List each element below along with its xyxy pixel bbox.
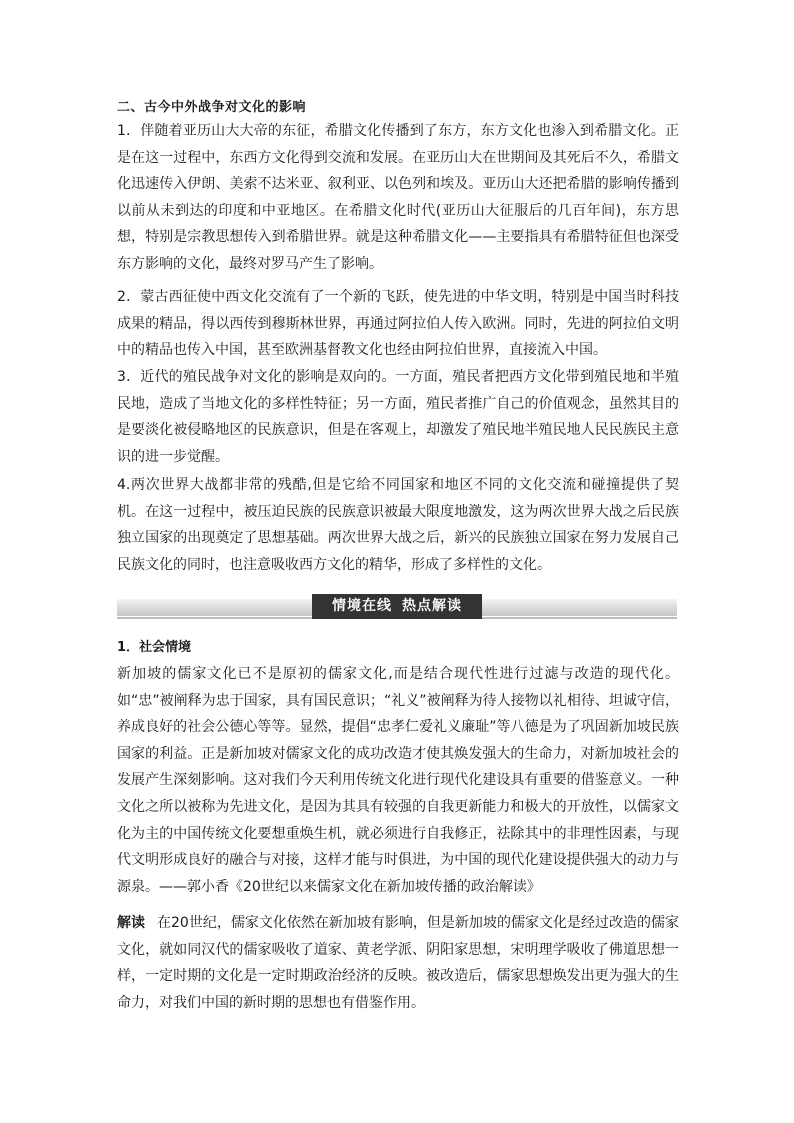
paragraph-item-2: 2．蒙古西征使中西文化交流有了一个新的飞跃，使先进的中华文明，特别是中国当时科技成果的精品，得以西传到穆斯林世界，再通过阿拉伯人传入欧洲。同时，先进的阿拉伯文明中的精品也传入中国，甚至欧洲基督教文化也经由阿拉伯世界，直接流入中国。 bbox=[117, 289, 679, 359]
analysis-text: 在20世纪，儒家文化依然在新加坡有影响，但是新加坡的儒家文化是经过改造的儒家文化，就如同汉代的儒家吸收了道家、黄老学派、阴阳家思想，宋明理学吸收了佛道思想一样，一定时期的文化是一定时期政治经济的反映。被改造后，儒家思想焕发出更为强大的生命力，对我们中国的新时期的思想也有借鉴作用。 bbox=[117, 915, 680, 1011]
paragraph-item-3: 3．近代的殖民战争对文化的影响是双向的。一方面，殖民者把西方文化带到殖民地和半殖民地，造成了当地文化的多样性特征；另一方面，殖民者推广自己的价值观念，虽然其目的是要淡化被侵略地区的民族意识，但是在客观上，却激发了殖民地半殖民地人民民族民主意识的进一步觉醒。 bbox=[117, 369, 679, 465]
context-heading: 1．社会情境 bbox=[117, 640, 192, 655]
banner-title-left: 情境在线 bbox=[332, 598, 392, 614]
paragraph-item-4: 4.两次世界大战都非常的残酷,但是它给不同国家和地区不同的文化交流和碰撞提供了契机。在这一过程中，被压迫民族的民族意识被最大限度地激发，这为两次世界大战之后民族独立国家的出现奠定了思想基础。两次世界大战之后，新兴的民族独立国家在努力发展自己民族文化的同时，也注意吸收西方文化的精华，形成了多样性的文化。 bbox=[117, 477, 679, 573]
analysis-paragraph bbox=[117, 910, 679, 1016]
section-heading: 二、古今中外战争对文化的影响 bbox=[117, 100, 307, 115]
banner-title-box bbox=[312, 594, 482, 619]
context-body: 新加坡的儒家文化已不是原初的儒家文化,而是结合现代性进行过滤与改造的现代化。如“忠”被阐释为忠于国家，具有国民意识；“礼义”被阐释为待人接物以礼相待、坦诚守信，养成良好的社会公德心等等。显然，提倡“忠孝仁爱礼义廉耻”等八德是为了巩固新加坡民族国家的利益。正是新加坡对儒家文化的成功改造才使其焕发强大的生命力，对新加坡社会的发展产生深刻影响。这对我们今天利用传统文化进行现代化建设具有重要的借鉴意义。一种文化之所以被称为先进文化，是因为其具有较强的自我更新能力和极大的开放性，以儒家文化为主的中国传统文化要想重焕生机，就必须进行自我修正，祛除其中的非理性因素，与现代文明形成良好的融合与对接，这样才能与时俱进，为中国的现代化建设提供强大的动力与源泉。——郭小香《20世纪以来儒家文化在新加坡传播的政治解读》 bbox=[117, 666, 679, 895]
paragraph-item-1: 1．伴随着亚历山大大帝的东征，希腊文化传播到了东方，东方文化也渗入到希腊文化。正是在这一过程中，东西方文化得到交流和发展。在亚历山大在世期间及其死后不久，希腊文化迅速传入伊朗、美索不达米亚、叙利亚、以色列和埃及。亚历山大还把希腊的影响传播到以前从未到达的印度和中亚地区。在希腊文化时代(亚历山大征服后的几百年间)，东方思想，特别是宗教思想传入到希腊世界。就是这种希腊文化——主要指具有希腊特征但也深受东方影响的文化，最终对罗马产生了影响。 bbox=[117, 123, 679, 272]
section-banner bbox=[117, 594, 677, 621]
analysis-label: 解读 bbox=[117, 915, 146, 931]
banner-title-right: 热点解读 bbox=[402, 598, 462, 614]
